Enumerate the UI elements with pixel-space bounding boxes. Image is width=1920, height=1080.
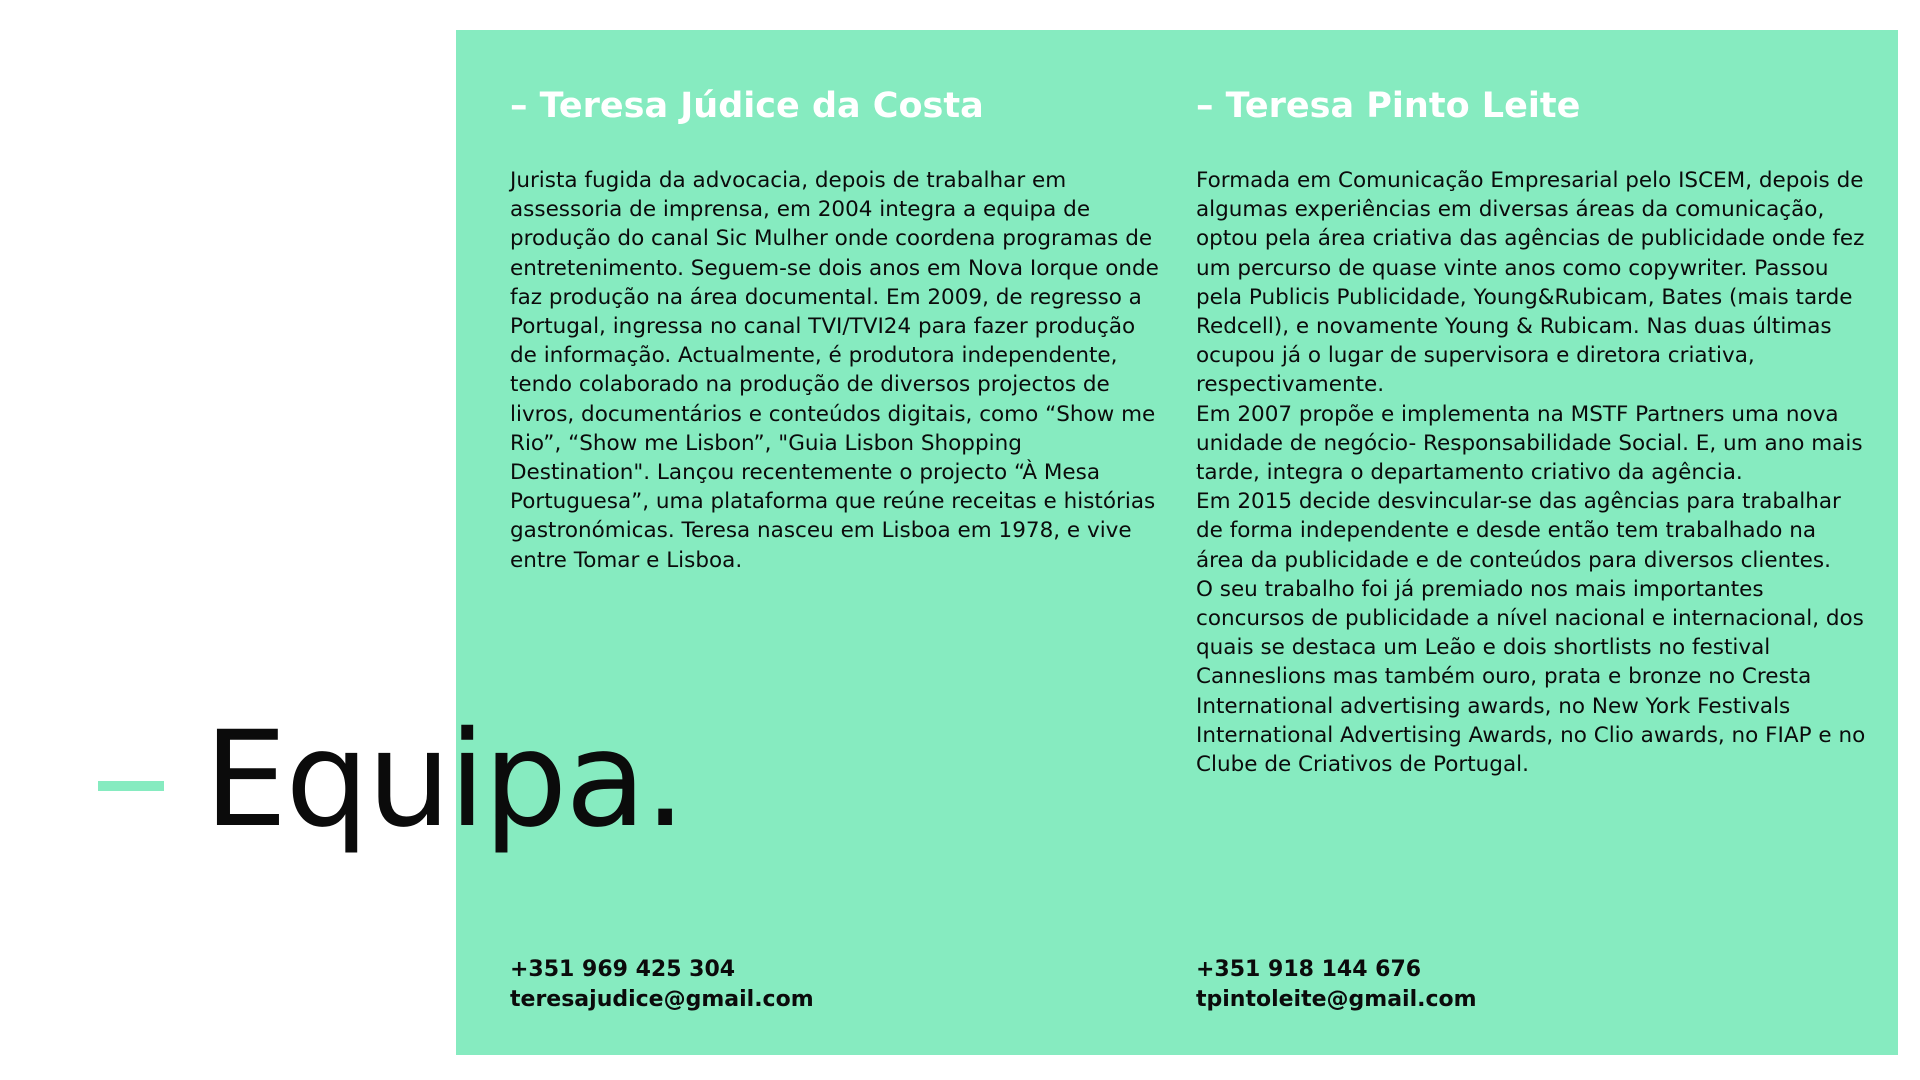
email-address: teresajudice@gmail.com [510,987,814,1012]
team-member-judice [510,84,1160,573]
team-member-pinto-leite [1196,84,1866,778]
member-bio [1196,166,1866,779]
contact-judice [510,955,814,1015]
bio-paragraph: Formada em Comunicação Empresarial pelo ISCEM, depois de algumas experiências em diversas áreas da comunicação, optou pela área criativa das agências de publicidade onde fez um percurso de quase vinte anos como copywriter. Passou pela Publicis Publicidade, Young&Rubicam, Bates (mais tarde Redcell), e novamente Young & Rubicam. Nas duas últimas ocupou já o lugar de supervisora e diretora criativa, respectivamente. [1196,168,1865,398]
member-bio [510,166,1160,575]
section-title: Equipa. [204,703,685,857]
member-name: – Teresa Júdice da Costa [510,86,984,126]
bio-paragraph: Jurista fugida da advocacia, depois de trabalhar em assessoria de imprensa, em 2004 integra a equipa de produção do canal Sic Mulher onde coordena programas de entretenimento. Seguem-se dois anos em Nova Iorque onde faz produção na área documental. Em 2009, de regresso a Portugal, ingressa no canal TVI/TVI24 para fazer produção de informação. Actualmente, é produtora independente, tendo colaborado na produção de diversos projectos de livros, documentários e conteúdos digitais, como “Show me Rio”, “Show me Lisbon”, "Guia Lisbon Shopping Destination". Lançou recentemente o projecto “À Mesa Portuguesa”, uma plataforma que reúne receitas e histórias gastronómicas. Teresa nasceu em Lisboa em 1978, e vive entre Tomar e Lisboa. [510,168,1159,573]
email-address: tpintoleite@gmail.com [1196,987,1477,1012]
phone-number: +351 969 425 304 [510,957,736,982]
phone-number: +351 918 144 676 [1196,957,1422,982]
bio-paragraph: O seu trabalho foi já premiado nos mais importantes concursos de publicidade a nível nacional e internacional, dos quais se destaca um Leão e dois shortlists no festival Canneslions mas também ouro, prata e bronze no Cresta International advertising awards, no New York Festivals International Advertising Awards, no Clio awards, no FIAP e no Clube de Criativos de Portugal. [1196,576,1866,778]
section-dash-decoration [98,781,164,791]
bio-paragraph: Em 2007 propõe e implementa na MSTF Partners uma nova unidade de negócio- Responsabilidade Social. E, um ano mais tarde, integra o departamento criativo da agência. [1196,401,1863,486]
contact-pinto-leite [1196,955,1477,1015]
member-name: – Teresa Pinto Leite [1196,86,1581,126]
bio-paragraph: Em 2015 decide desvincular-se das agências para trabalhar de forma independente e desde então tem trabalhado na área da publicidade e de conteúdos para diversos clientes. [1196,489,1841,573]
